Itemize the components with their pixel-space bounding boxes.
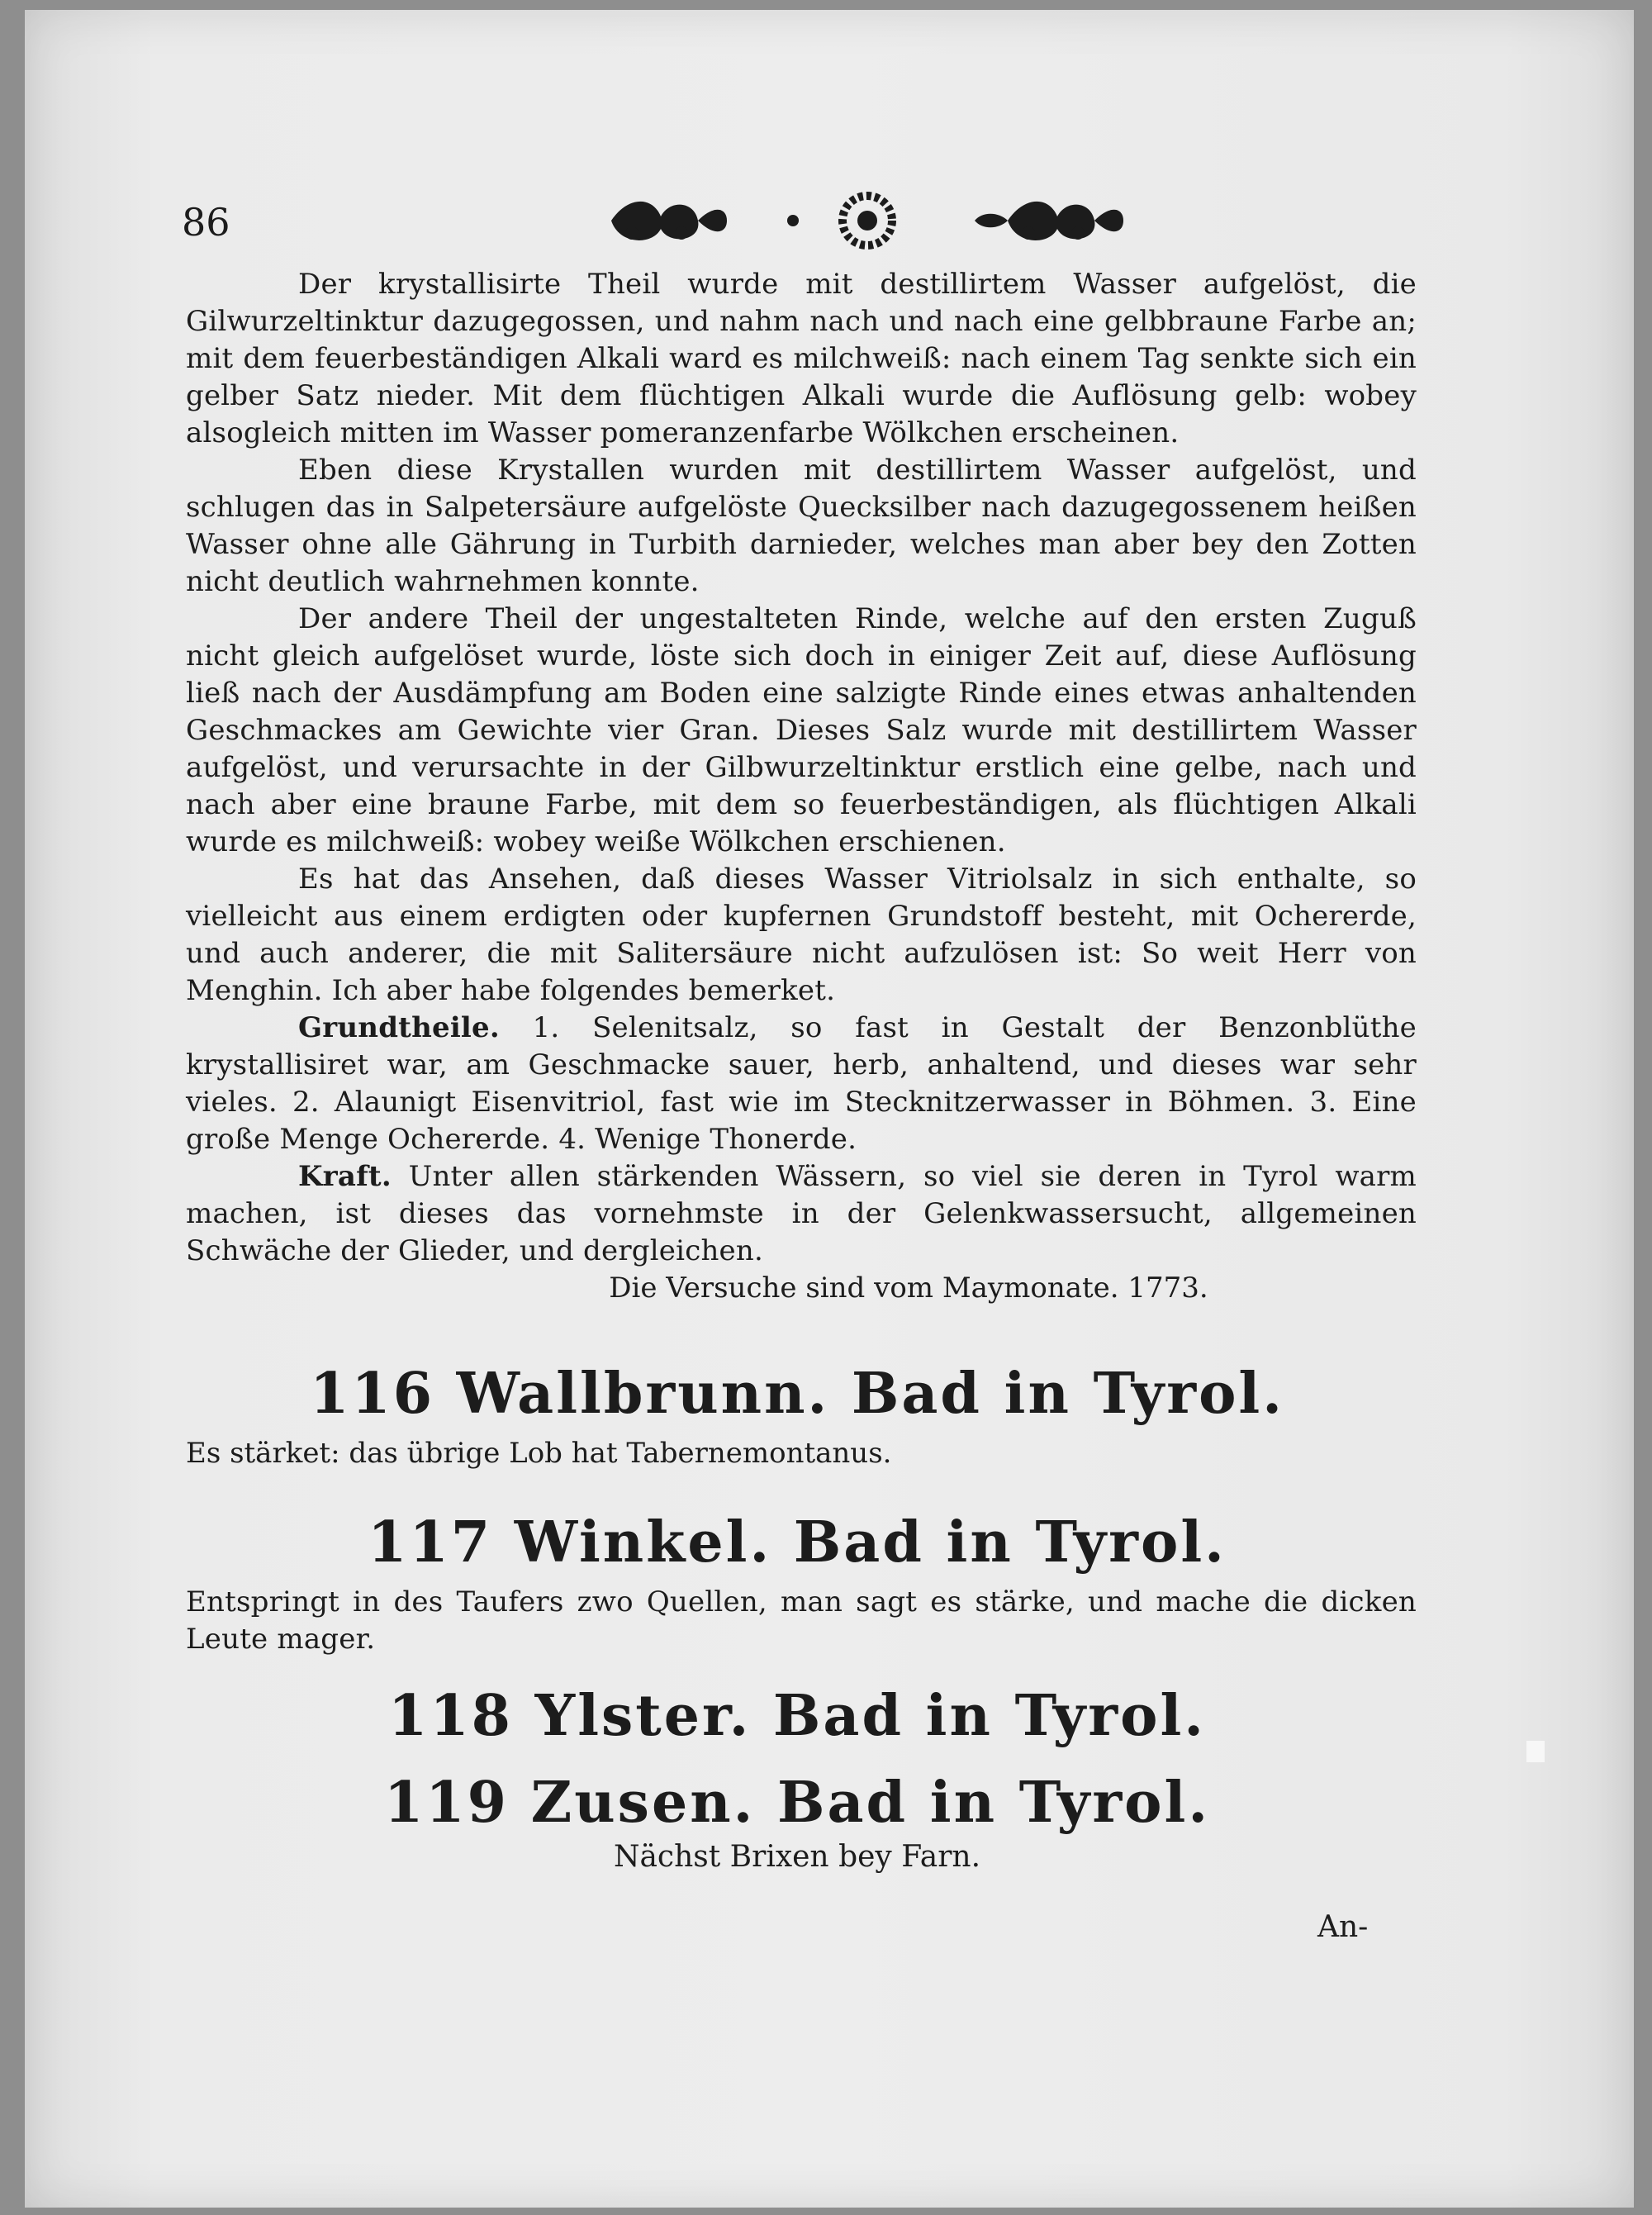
paragraph: Es hat das Ansehen, daß dieses Wasser Vitriolsalz in sich enthalte, so vielleicht aus einem erdigten oder kupfernen Grundstoff besteht, mit Ochererde, und auch anderer, die mit Salitersäure nicht aufzulösen ist: So weit Herr von Menghin. Ich aber habe folgendes bemerket. xyxy=(186,863,1417,1007)
paragraph: Der andere Theil der ungestalteten Rinde, welche auf den ersten Zuguß nicht gleich aufgelöset wurde, löste sich doch in einiger Zeit auf, diese Auflösung ließ nach der Ausdämpfung am Boden eine salzigte Rinde eines etwas anhaltenden Geschmackes am Gewichte vier Gran. Dieses Salz wurde mit destillirtem Wasser aufgelöst, und verursachte in der Gilbwurzeltinktur erstlich eine gelbe, nach und nach aber eine braune Farbe, mit dem so feuerbeständigen, als flüchtigen Alkali wurde es milchweiß: wobey weiße Wölkchen erschienen. xyxy=(186,602,1417,858)
grundtheile-paragraph xyxy=(186,1010,1417,1158)
page-header xyxy=(165,183,1487,258)
kraft-paragraph xyxy=(186,1158,1417,1270)
main-text xyxy=(186,266,1417,1307)
grundtheile-text: 1. Selenitsalz, so fast in Gestalt der Benzonblüthe krystallisiret war, am Geschmacke sauer, herb, anhaltend, und dieses war sehr vieles. 2. Alaunigt Eisenvitriol, fast wie im Stecknitzerwasser in Böhmen. 3. Eine große Menge Ochererde. 4. Wenige Thonerde. xyxy=(186,1011,1417,1156)
page-number: 86 xyxy=(182,200,230,245)
entry-text-116: Es stärket: das übrige Lob hat Tabernemontanus. xyxy=(186,1437,892,1470)
entry-heading-119: 119 Zusen. Bad in Tyrol. xyxy=(383,1770,1211,1836)
entry-heading-116: 116 Wallbrunn. Bad in Tyrol. xyxy=(310,1361,1284,1427)
entry-text-119: Nächst Brixen bey Farn. xyxy=(613,1840,981,1874)
entry-heading-117: 117 Winkel. Bad in Tyrol. xyxy=(368,1509,1227,1576)
book-page xyxy=(25,10,1634,2208)
entry-heading-118: 118 Ylster. Bad in Tyrol. xyxy=(388,1683,1206,1749)
catchword: An- xyxy=(1317,1910,1369,1944)
floral-ornament-icon xyxy=(595,188,1140,254)
grundtheile-label: Grundtheile. xyxy=(298,1011,500,1044)
paragraph: Der krystallisirte Theil wurde mit destillirtem Wasser aufgelöst, die Gilwurzeltinktur dazugegossen, und nahm nach und nach eine gelbbraune Farbe an; mit dem feuerbeständigen Alkali ward es milchweiß: nach einem Tag senkte sich ein gelber Satz nieder. Mit dem flüchtigen Alkali wurde die Auflösung gelb: wobey alsogleich mitten im Wasser pomeranzenfarbe Wölkchen erscheinen. xyxy=(186,268,1417,449)
kraft-text: Unter allen stärkenden Wässern, so viel sie deren in Tyrol warm machen, ist dieses das vornehmste in der Gelenkwassersucht, allgemeinen Schwäche der Glieder, und dergleichen. xyxy=(186,1160,1417,1267)
paragraph: Eben diese Krystallen wurden mit destillirtem Wasser aufgelöst, und schlugen das in Salpetersäure aufgelöste Quecksilber nach dazugegossenem heißen Wasser ohne alle Gährung in Turbith darnieder, welches man aber bey den Zotten nicht deutlich wahrnehmen konnte. xyxy=(186,454,1417,598)
paper-blemish xyxy=(1526,1741,1545,1762)
date-line: Die Versuche sind vom Maymonate. 1773. xyxy=(609,1271,1208,1305)
kraft-label: Kraft. xyxy=(298,1160,392,1193)
entry-text-117: Entspringt in des Taufers zwo Quellen, man sagt es stärke, und mache die dicken Leute mager. xyxy=(186,1585,1417,1656)
